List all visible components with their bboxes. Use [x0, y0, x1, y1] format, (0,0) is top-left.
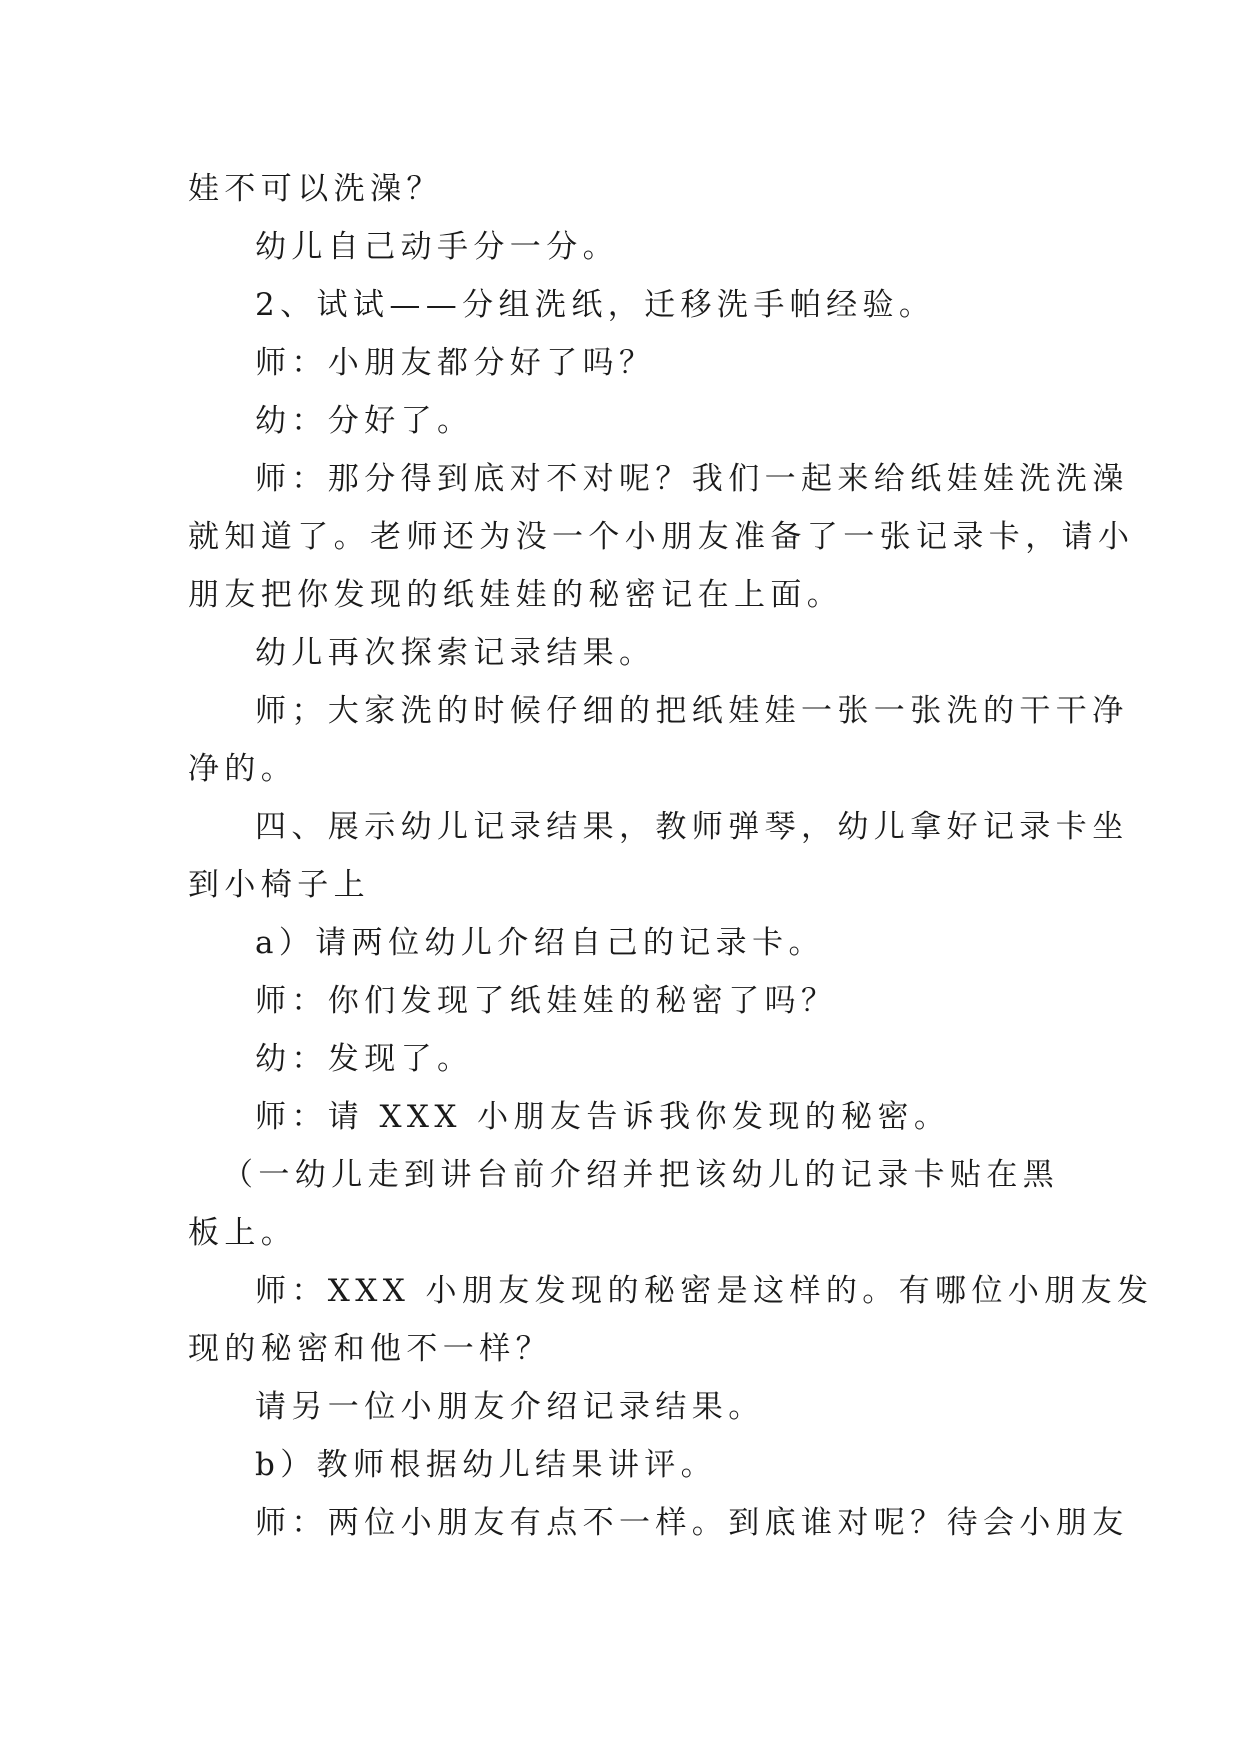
text-line: 师：那分得到底对不对呢？我们一起来给纸娃娃洗洗澡 [255, 461, 1129, 497]
text-line: 师：你们发现了纸娃娃的秘密了吗？ [255, 983, 838, 1019]
text-line: 到小椅子上 [188, 867, 370, 903]
text-line: 师：XXX 小朋友发现的秘密是这样的。有哪位小朋友发 [255, 1273, 1154, 1309]
text-line: 师：两位小朋友有点不一样。到底谁对呢？待会小朋友 [255, 1505, 1129, 1541]
text-line: 幼儿再次探索记录结果。 [255, 635, 656, 671]
text-line: 板上。 [188, 1215, 298, 1251]
text-line: 幼：分好了。 [255, 403, 474, 439]
text-line: 净的。 [188, 751, 298, 787]
text-line: 师；大家洗的时候仔细的把纸娃娃一张一张洗的干干净 [255, 693, 1129, 729]
text-line: 娃不可以洗澡？ [188, 171, 443, 207]
text-line: a）请两位幼儿介绍自己的记录卡。 [255, 925, 825, 961]
text-line: b）教师根据幼儿结果讲评。 [255, 1447, 718, 1483]
text-line: 就知道了。老师还为没一个小朋友准备了一张记录卡，请小 [188, 519, 1135, 555]
text-line: 幼：发现了。 [255, 1041, 474, 1077]
text-line: 2、试试——分组洗纸，迁移洗手帕经验。 [255, 287, 936, 323]
text-line: 朋友把你发现的纸娃娃的秘密记在上面。 [188, 577, 844, 613]
text-line: （一幼儿走到讲台前介绍并把该幼儿的记录卡贴在黑 [222, 1157, 1060, 1193]
text-line: 师：小朋友都分好了吗？ [255, 345, 656, 381]
text-line: 师：请 XXX 小朋友告诉我你发现的秘密。 [255, 1099, 951, 1135]
text-line: 幼儿自己动手分一分。 [255, 229, 619, 265]
body-text [188, 160, 1154, 1552]
text-line: 现的秘密和他不一样？ [188, 1331, 552, 1367]
text-line: 请另一位小朋友介绍记录结果。 [255, 1389, 765, 1425]
text-line: 四、展示幼儿记录结果，教师弹琴，幼儿拿好记录卡坐 [255, 809, 1129, 845]
